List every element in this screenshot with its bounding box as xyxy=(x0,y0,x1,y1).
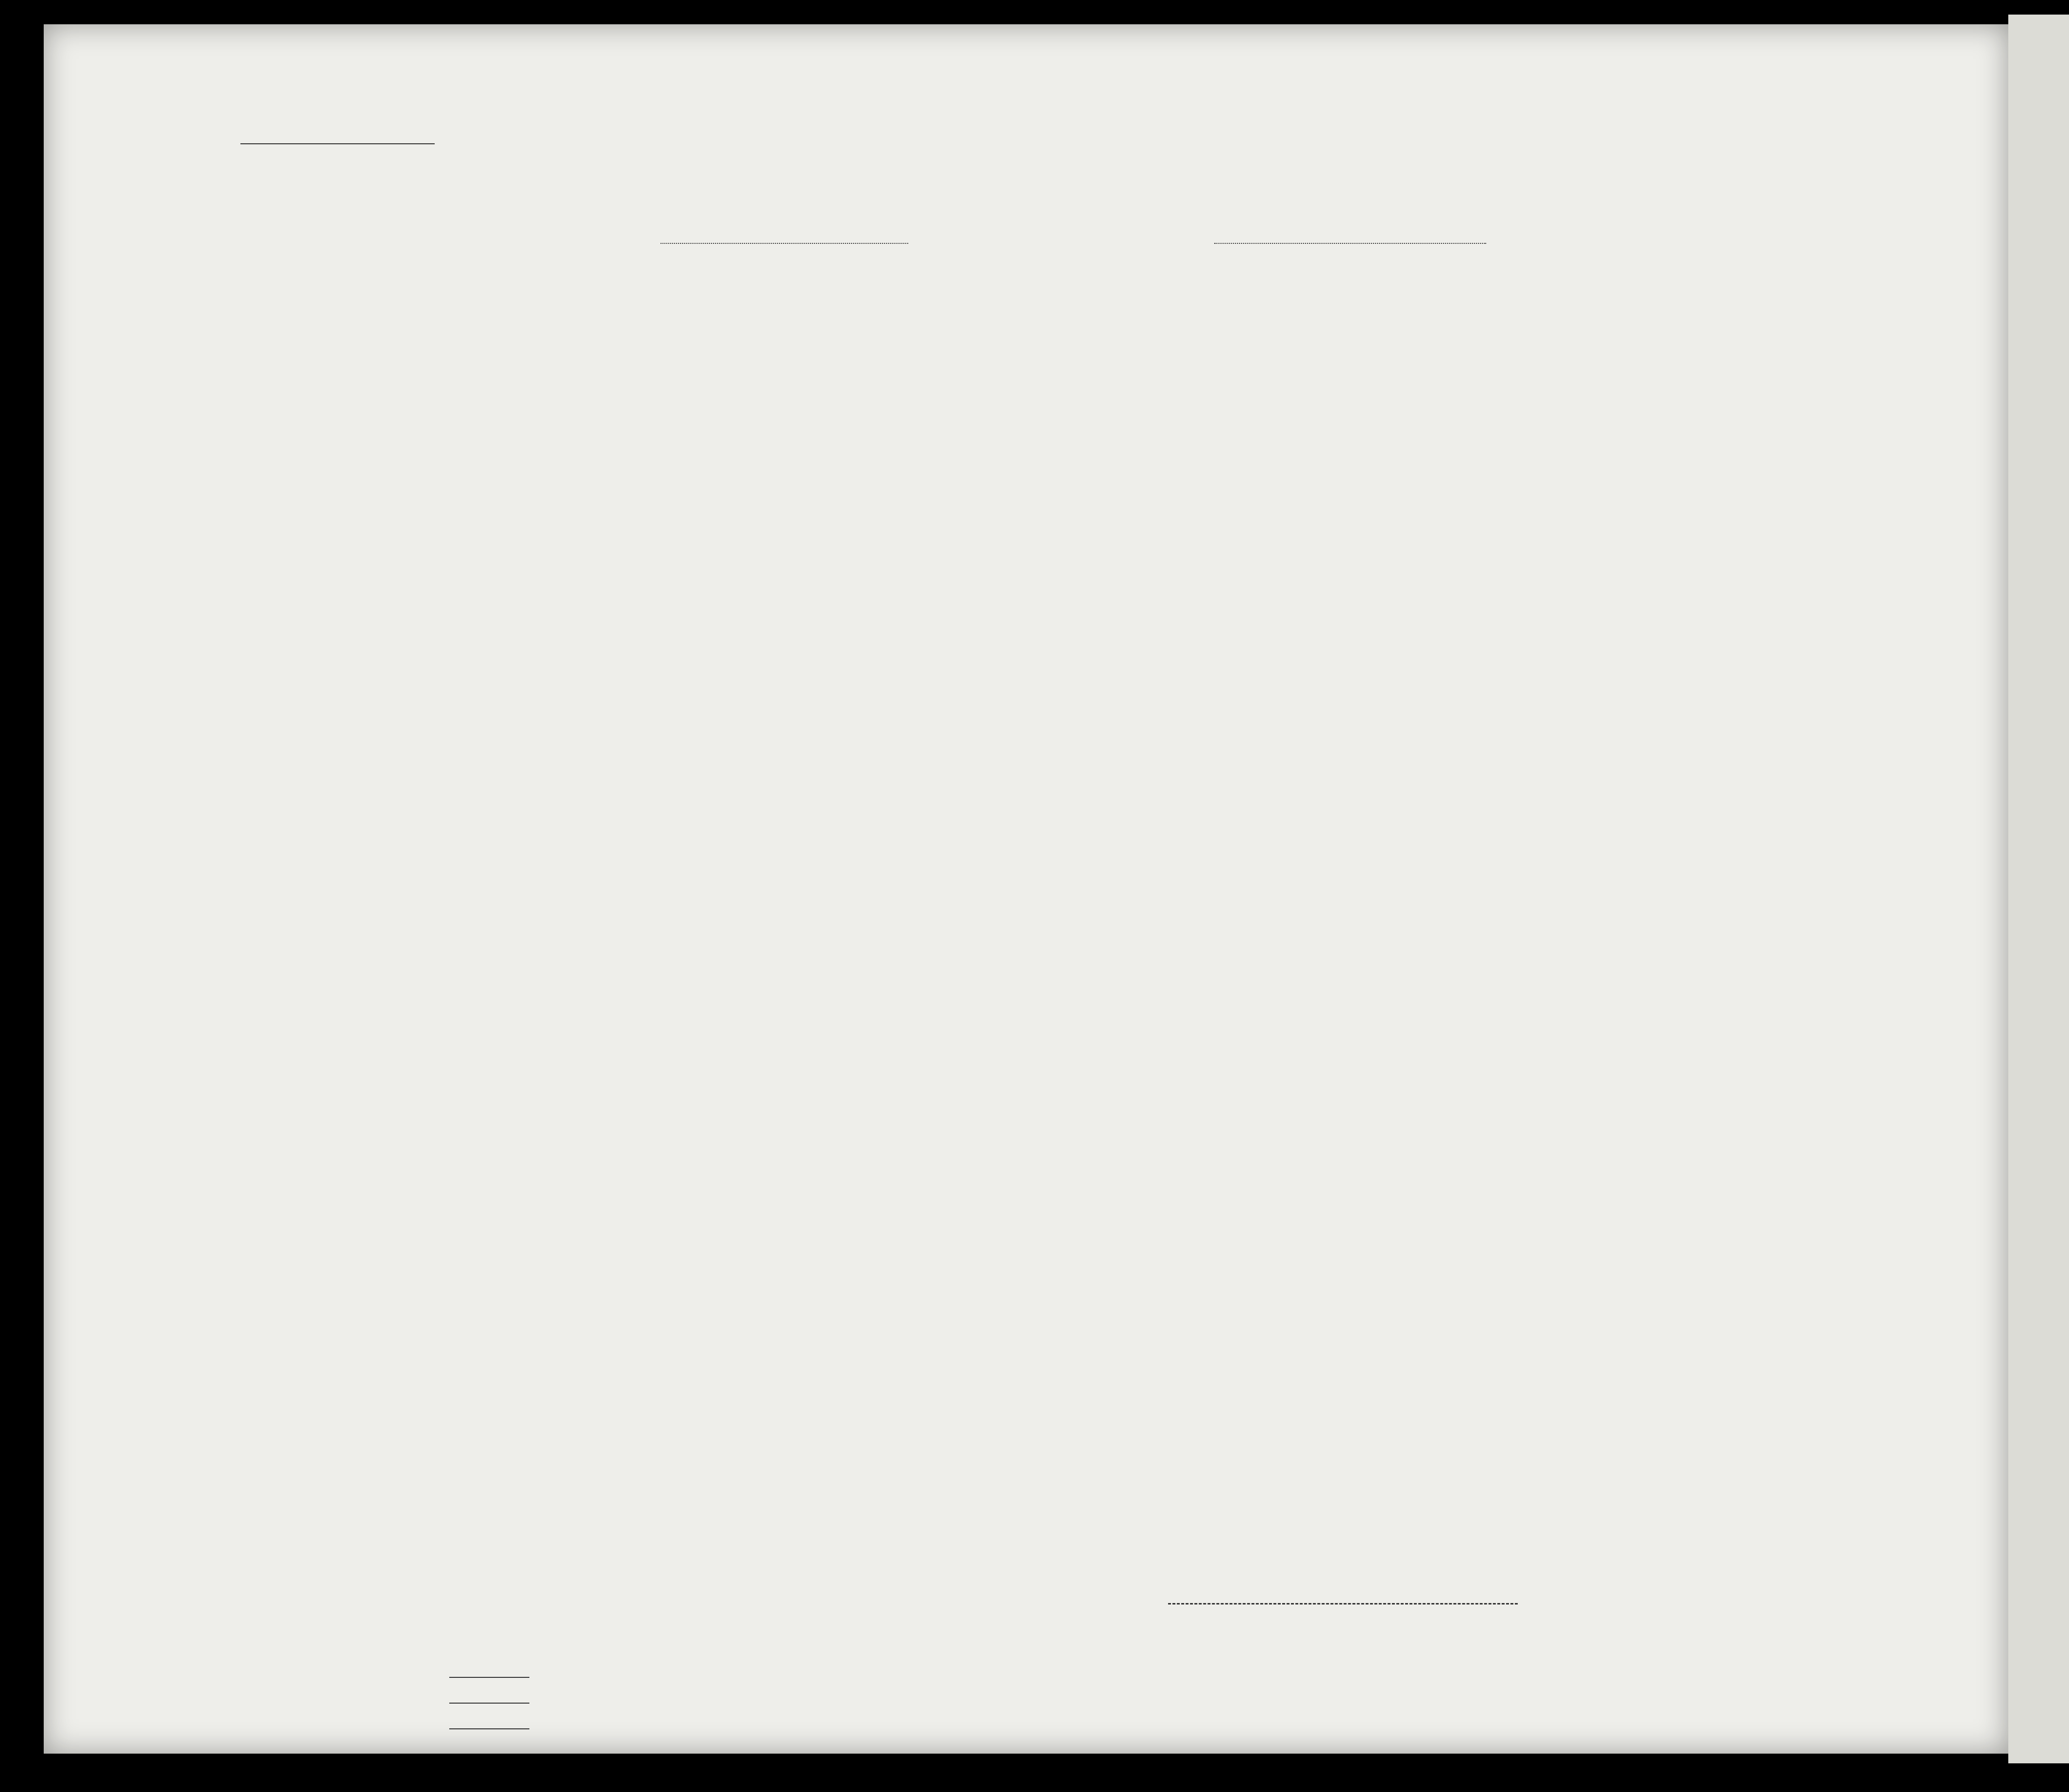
list-underline xyxy=(240,143,435,144)
usc-line xyxy=(449,1703,529,1704)
total-line xyxy=(449,1677,529,1678)
aliens-line xyxy=(449,1728,529,1729)
adjacent-page-strip xyxy=(2008,15,2069,1763)
manifest-sheet xyxy=(44,24,2008,1754)
from-underline xyxy=(1214,243,1486,245)
ship-underline xyxy=(661,243,908,245)
purser-line xyxy=(1168,1603,1518,1605)
